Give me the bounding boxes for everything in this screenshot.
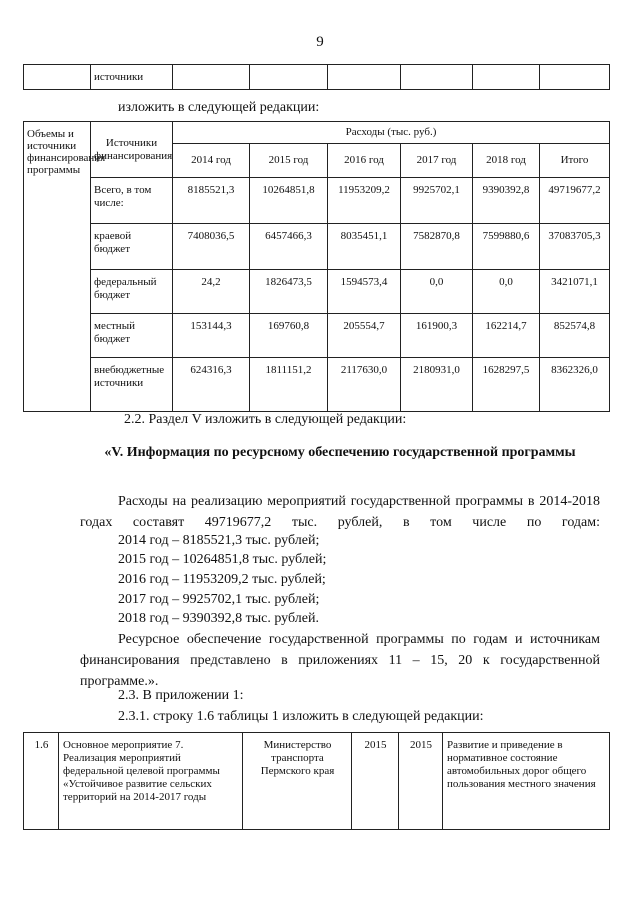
value-cell: 153144,3 [173, 314, 250, 358]
row-label: Всего, в том числе: [91, 178, 173, 224]
value-cell: 7582870,8 [401, 224, 473, 270]
value-cell: 169760,8 [250, 314, 328, 358]
value-cell: 8362326,0 [540, 358, 610, 412]
value-cell: 2180931,0 [401, 358, 473, 412]
objects-label: Объемы и источники финансирования программы [24, 122, 91, 412]
value-cell: 37083705,3 [540, 224, 610, 270]
value-cell: 0,0 [401, 270, 473, 314]
table-row [24, 224, 610, 270]
value-cell: 1811151,2 [250, 358, 328, 412]
row-number: 1.6 [24, 733, 59, 830]
top-empty-cell [328, 65, 401, 90]
top-empty-cell [540, 65, 610, 90]
activity-name: Основное мероприятие 7. Реализация мероприятий федеральной целевой программы «Устойчивое развитие сельских территорий на 2014-2017 годы [59, 733, 243, 830]
paragraph-expenses: Расходы на реализацию мероприятий государственной программы в 2014-2018 годах составят 49719677,2 тыс. рублей, в том числе по годам: [80, 494, 600, 530]
appendix-line: 2.3. В приложении 1: [118, 688, 244, 703]
row-label: федеральный бюджет [91, 270, 173, 314]
paragraph-resources: Ресурсное обеспечение государственной программы по годам и источникам финансирования представлено в приложениях 11 – 15, 20 к государственной программе.». [80, 632, 600, 689]
value-cell: 9390392,8 [473, 178, 540, 224]
value-cell: 10264851,8 [250, 178, 328, 224]
year-line: 2014 год – 8185521,3 тыс. рублей; [118, 533, 320, 548]
value-cell: 6457466,3 [250, 224, 328, 270]
table-row [24, 733, 610, 830]
row-label: местный бюджет [91, 314, 173, 358]
top-empty-cell [473, 65, 540, 90]
year-line: 2015 год – 10264851,8 тыс. рублей; [118, 552, 327, 567]
year-header: 2015 год [250, 144, 328, 178]
table-row [24, 358, 610, 412]
executor: Министерство транспорта Пермского края [243, 733, 352, 830]
value-cell: 0,0 [473, 270, 540, 314]
page-number: 9 [316, 34, 324, 50]
year-header: 2014 год [173, 144, 250, 178]
start-year: 2015 [352, 733, 399, 830]
value-cell: 2117630,0 [328, 358, 401, 412]
year-header: 2018 год [473, 144, 540, 178]
activity-table [23, 732, 610, 830]
year-header: 2017 год [401, 144, 473, 178]
value-cell: 205554,7 [328, 314, 401, 358]
expenses-header: Расходы (тыс. руб.) [173, 122, 610, 144]
value-cell: 7408036,5 [173, 224, 250, 270]
top-empty-cell [173, 65, 250, 90]
year-header: 2016 год [328, 144, 401, 178]
total-header: Итого [540, 144, 610, 178]
top-empty-cell [401, 65, 473, 90]
value-cell: 852574,8 [540, 314, 610, 358]
value-cell: 8035451,1 [328, 224, 401, 270]
value-cell: 8185521,3 [173, 178, 250, 224]
top-sources-cell: источники [91, 65, 173, 90]
row-label: краевой бюджет [91, 224, 173, 270]
value-cell: 7599880,6 [473, 224, 540, 270]
value-cell: 624316,3 [173, 358, 250, 412]
value-cell: 24,2 [173, 270, 250, 314]
value-cell: 1594573,4 [328, 270, 401, 314]
row-label: внебюджетные источники [91, 358, 173, 412]
table-row [24, 314, 610, 358]
finance-table [23, 121, 610, 412]
top-fragment-table [23, 64, 610, 90]
value-cell: 3421071,1 [540, 270, 610, 314]
row-line: 2.3.1. строку 1.6 таблицы 1 изложить в следующей редакции: [118, 709, 484, 724]
value-cell: 161900,3 [401, 314, 473, 358]
year-line: 2017 год – 9925702,1 тыс. рублей; [118, 592, 320, 607]
top-empty-cell [24, 65, 91, 90]
section-heading: «V. Информация по ресурсному обеспечению государственной программы [104, 445, 576, 460]
value-cell: 1826473,5 [250, 270, 328, 314]
sources-header: Источники финансирования [91, 122, 173, 178]
table-row [24, 178, 610, 224]
value-cell: 162214,7 [473, 314, 540, 358]
year-line: 2018 год – 9390392,8 тыс. рублей. [118, 611, 319, 626]
end-year: 2015 [399, 733, 443, 830]
year-line: 2016 год – 11953209,2 тыс. рублей; [118, 572, 326, 587]
expected-result: Развитие и приведение в нормативное состояние автомобильных дорог общего пользования местного значения [443, 733, 610, 830]
top-empty-cell [250, 65, 328, 90]
value-cell: 11953209,2 [328, 178, 401, 224]
value-cell: 9925702,1 [401, 178, 473, 224]
intro-line: изложить в следующей редакции: [118, 100, 320, 115]
table-row [24, 270, 610, 314]
value-cell: 49719677,2 [540, 178, 610, 224]
value-cell: 1628297,5 [473, 358, 540, 412]
section-line: 2.2. Раздел V изложить в следующей редакции: [124, 412, 407, 427]
